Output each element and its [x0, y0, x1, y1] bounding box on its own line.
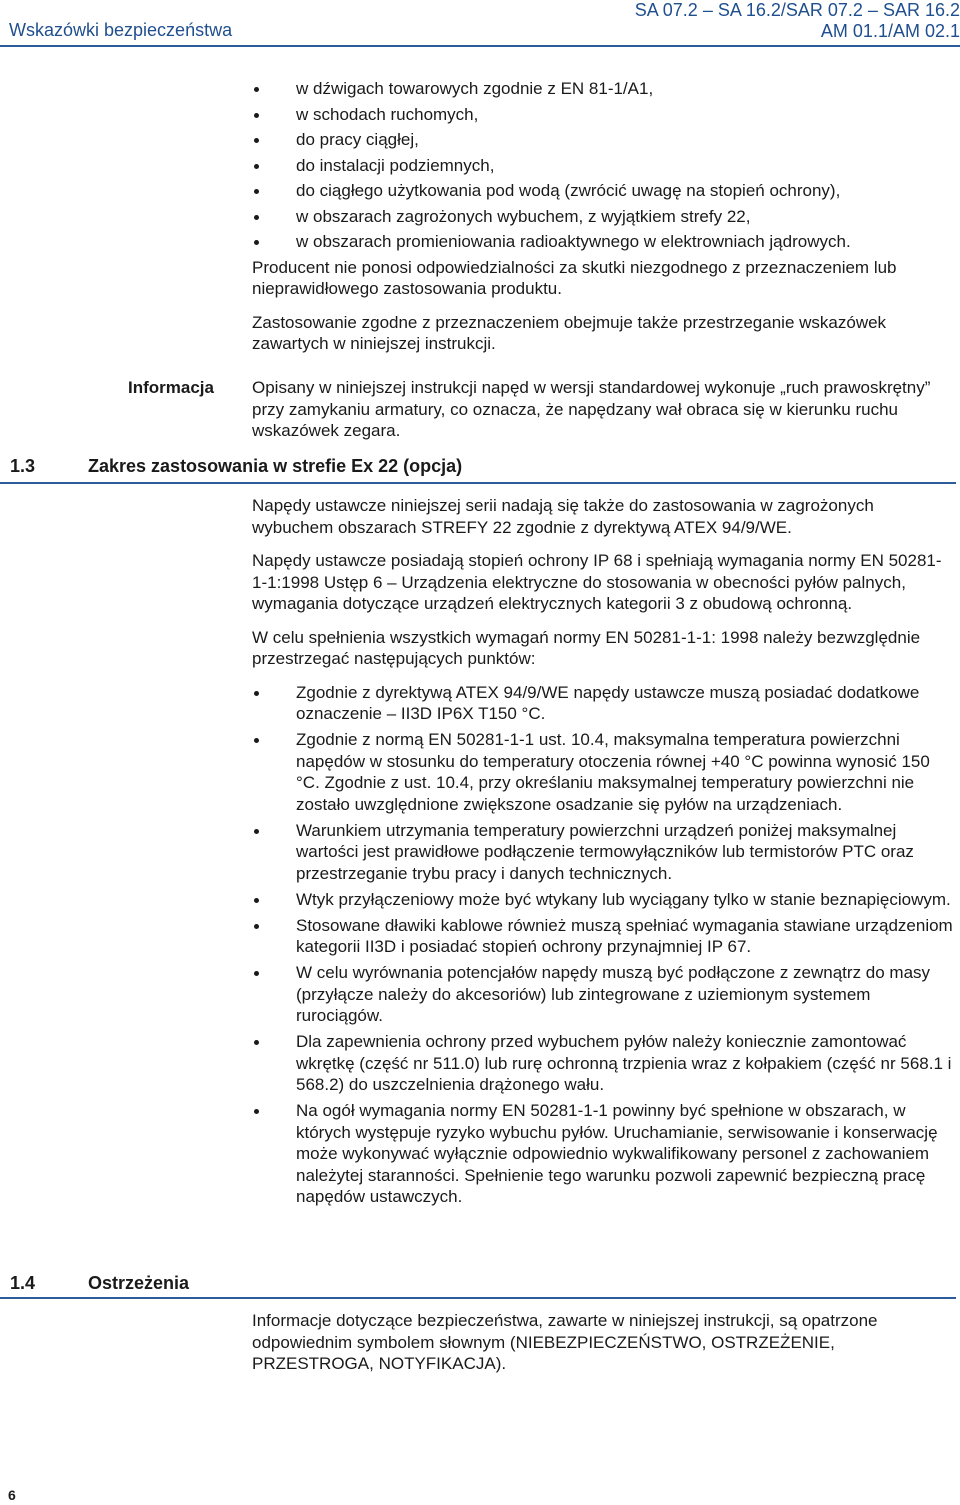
- header-product-line1: SA 07.2 – SA 16.2/SAR 07.2 – SAR 16.2: [634, 0, 960, 20]
- section-1-3-title: [10, 456, 462, 477]
- section-number: 1.4: [10, 1273, 36, 1293]
- list-item: do instalacji podziemnych,: [252, 155, 956, 177]
- section-1-4-divider: [0, 1297, 956, 1299]
- list-item: W celu wyrównania potencjałów napędy muszą być podłączone z zewnątrz do masy (przyłącze należy do akcesoriów) lub zintegrowane z uziemionym systemem rurociągów.: [252, 962, 956, 1027]
- header-product-codes: [635, 0, 960, 42]
- list-item: Zgodnie z normą EN 50281-1-1 ust. 10.4, maksymalna temperatura powierzchni napędów w stosunku do temperatury otoczenia równej +40 °C powinna wynosić 150 °C. Zgodnie z ust. 10.4, przy określaniu maksymalnej temperatury powierzchni nie zostało uwzględnione zwiększone osadzanie się pyłów na urządzeniach.: [252, 729, 956, 815]
- section-heading: Zakres zastosowania w strefie Ex 22 (opcja): [88, 456, 463, 476]
- section-1-3-content: [252, 495, 956, 1212]
- section-1-3-divider: [0, 482, 956, 484]
- producer-liability-paragraph: Producent nie ponosi odpowiedzialności za skutki niezgodnego z przeznaczeniem lub nieprawidłowego zastosowania produktu.: [252, 257, 897, 298]
- list-item: Dla zapewnienia ochrony przed wybuchem pyłów należy koniecznie zamontować wkrętkę (część nr 511.0) lub rurę ochronną trzpienia wraz z kołpakiem (część nr 568.1 i 568.2) do uszczelnienia drążonego wału.: [252, 1031, 956, 1096]
- restricted-usage-list: [252, 78, 956, 253]
- list-item: do pracy ciągłej,: [252, 129, 956, 151]
- warnings-paragraph: Informacje dotyczące bezpieczeństwa, zawarte w niniejszej instrukcji, są opatrzone odpowiednim symbolem słownym (NIEBEZPIECZEŃSTWO, OSTRZEŻENIE, PRZESTROGA, NOTYFIKACJA).: [252, 1311, 878, 1373]
- info-text: Opisany w niniejszej instrukcji napęd w wersji standardowej wykonuje „ruch prawoskrętny” przy zamykaniu armatury, co oznacza, że napędzany wał obraca się w kierunku ruchu wskazówek zegara.: [252, 378, 931, 440]
- list-item: Zgodnie z dyrektywą ATEX 94/9/WE napędy ustawcze muszą posiadać dodatkowe oznaczenie – II3D IP6X T150 °C.: [252, 682, 956, 725]
- page-header: [0, 0, 960, 45]
- intended-use-paragraph: Zastosowanie zgodne z przeznaczeniem obejmuje także przestrzeganie wskazówek zawartych w niniejszej instrukcji.: [252, 312, 887, 353]
- header-chapter-title: Wskazówki bezpieczeństwa: [9, 20, 233, 40]
- list-item: w obszarach promieniowania radioaktywnego w elektrowniach jądrowych.: [252, 231, 956, 253]
- section-number: 1.3: [10, 456, 36, 476]
- list-item: w obszarach zagrożonych wybuchem, z wyjątkiem strefy 22,: [252, 206, 956, 228]
- info-label: Informacja: [128, 378, 214, 397]
- info-note: [252, 377, 956, 454]
- list-item: do ciągłego użytkowania pod wodą (zwrócić uwagę na stopień ochrony),: [252, 180, 956, 202]
- ex22-requirements-list: [252, 682, 956, 1208]
- list-item: w dźwigach towarowych zgodnie z EN 81-1/A1,: [252, 78, 956, 100]
- list-item: w schodach ruchomych,: [252, 104, 956, 126]
- requirements-intro-paragraph: W celu spełnienia wszystkich wymagań normy EN 50281-1-1: 1998 należy bezwzględnie przestrzegać następujących punktów:: [252, 627, 921, 668]
- header-divider: [0, 45, 960, 47]
- atex-paragraph: Napędy ustawcze niniejszej serii nadają się także do zastosowania w zagrożonych wybuchem obszarach STREFY 22 zgodnie z dyrektywą ATEX 94/9/WE.: [252, 496, 874, 537]
- section-1-4-title: [10, 1273, 189, 1294]
- section-heading: Ostrzeżenia: [88, 1273, 190, 1293]
- list-item: Warunkiem utrzymania temperatury powierzchni urządzeń poniżej maksymalnej wartości jest prawidłowe podłączenie termowyłączników lub termistorów PTC oraz przestrzeganie trybu pracy i danych technicznych.: [252, 820, 956, 885]
- list-item: Na ogół wymagania normy EN 50281-1-1 powinny być spełnione w obszarach, w których występuje ryzyko wybuchu pyłów. Uruchamianie, serwisowanie i konserwację może wykonywać wyłącznie odpowiednio wykwalifikowany personel z zachowaniem należytej staranności. Spełnienie tego warunku pozwoli zapewnić bezpieczną pracę napędów ustawczych.: [252, 1100, 956, 1208]
- page-number: 6: [8, 1487, 16, 1503]
- intro-content: [252, 78, 956, 367]
- header-product-line2: AM 01.1/AM 02.1: [820, 21, 960, 41]
- section-1-4-content: [252, 1310, 956, 1387]
- list-item: Wtyk przyłączeniowy może być wtykany lub wyciągany tylko w stanie beznapięciowym.: [252, 889, 956, 911]
- list-item: Stosowane dławiki kablowe również muszą spełniać wymagania stawiane urządzeniom kategorii II3D i posiadać stopień ochrony przynajmniej IP 67.: [252, 915, 956, 958]
- ip68-paragraph: Napędy ustawcze posiadają stopień ochrony IP 68 i spełniają wymagania normy EN 50281-1-1:1998 Ustęp 6 – Urządzenia elektryczne do stosowania w obecności pyłów palnych, wymagania dotyczące urządzeń elektrycznych kategorii 3 z obudową ochronną.: [252, 551, 942, 613]
